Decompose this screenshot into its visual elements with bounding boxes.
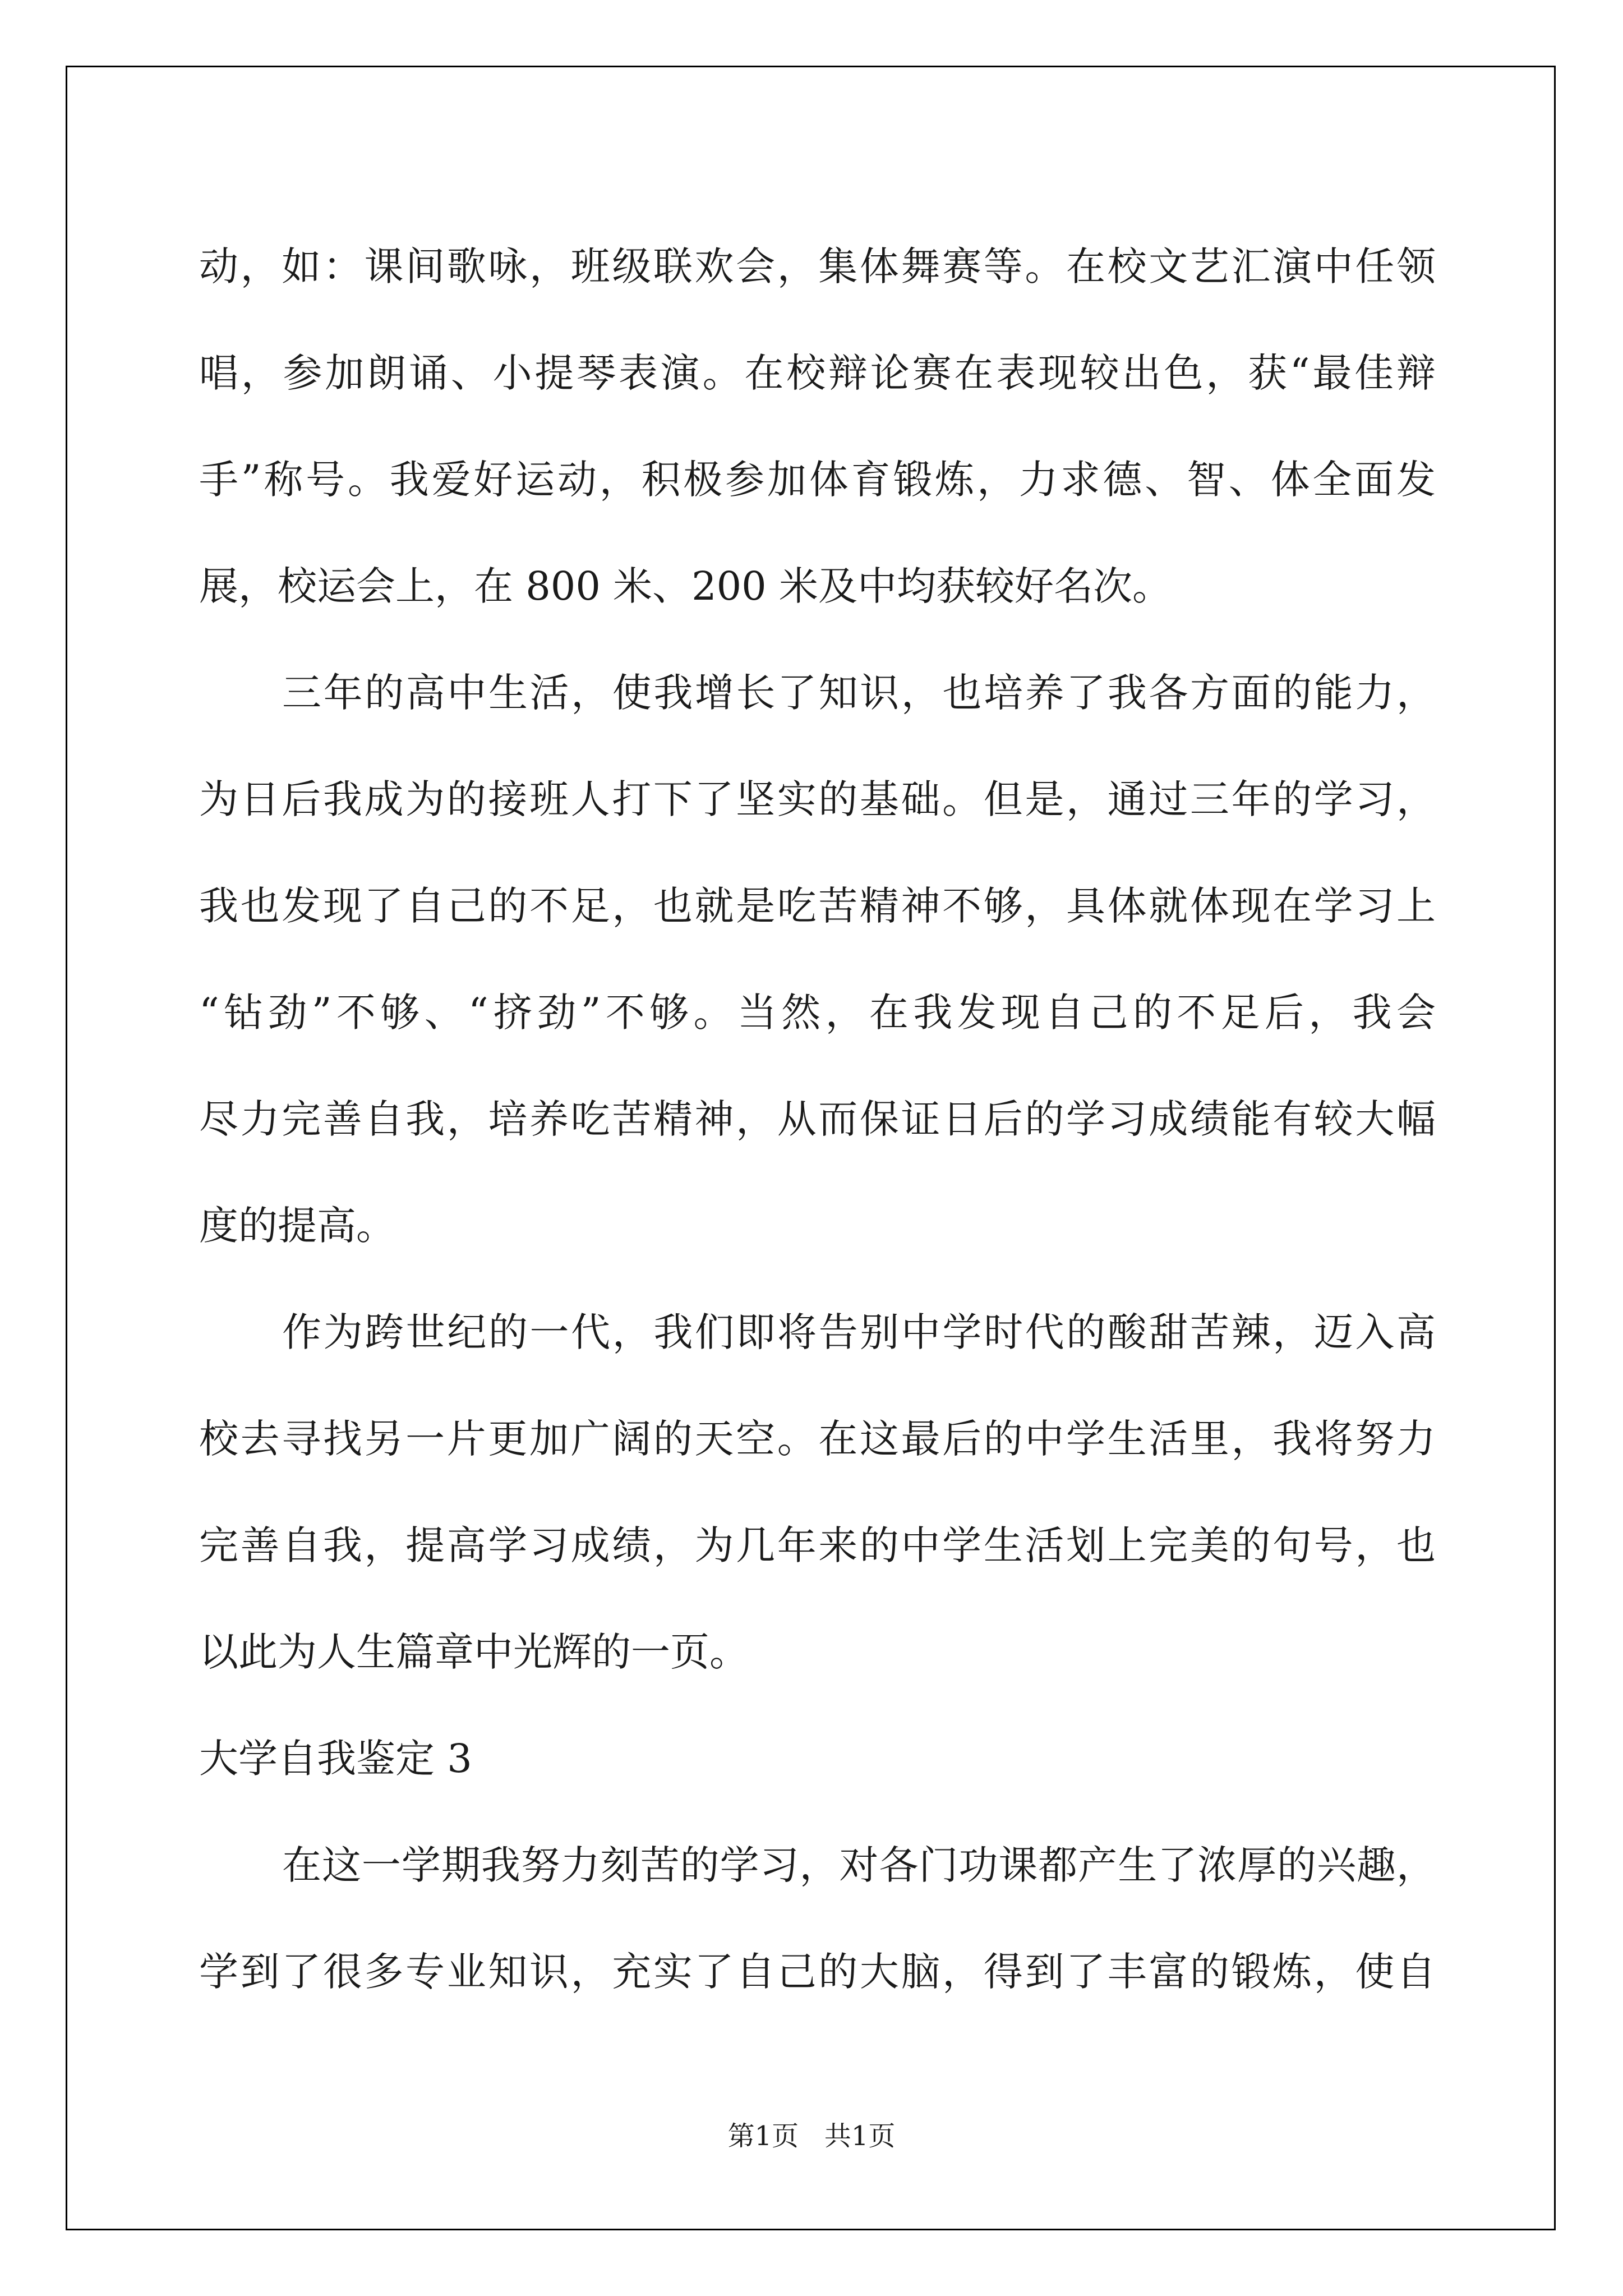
- paragraph-line: 完善自我，提高学习成绩，为几年来的中学生活划上完美的句号，也: [199, 1522, 1436, 1568]
- paragraph-line: 校去寻找另一片更加广阔的天空。在这最后的中学生活里，我将努力: [199, 1416, 1436, 1462]
- page-footer: [0, 2119, 1623, 2153]
- page-number: 第1页: [727, 2120, 799, 2152]
- paragraph-line: 为日后我成为的接班人打下了坚实的基础。但是，通过三年的学习，: [199, 776, 1436, 822]
- paragraph-line: 尽力完善自我，培养吃苦精神，从而保证日后的学习成绩能有较大幅: [199, 1096, 1436, 1142]
- paragraph-line: 学到了很多专业知识，充实了自己的大脑，得到了丰富的锻炼，使自: [199, 1949, 1436, 1995]
- paragraph-line: 唱，参加朗诵、小提琴表演。在校辩论赛在表现较出色，获“最佳辩: [199, 350, 1436, 396]
- paragraph-line: 动，如：课间歌咏，班级联欢会，集体舞赛等。在校文艺汇演中任领: [199, 243, 1436, 289]
- paragraph-line: 以此为人生篇章中光辉的一页。: [199, 1629, 749, 1675]
- paragraph-line: 在这一学期我努力刻苦的学习，对各门功课都产生了浓厚的兴趣，: [282, 1842, 1436, 1888]
- paragraph-line: 我也发现了自己的不足，也就是吃苦精神不够，具体就体现在学习上: [199, 883, 1436, 929]
- document-body: [199, 213, 1436, 2025]
- paragraph-line: 手”称号。我爱好运动，积极参加体育锻炼，力求德、智、体全面发: [199, 457, 1436, 503]
- paragraph-line: 度的提高。: [199, 1203, 395, 1249]
- paragraph-line: 作为跨世纪的一代，我们即将告别中学时代的酸甜苦辣，迈入高: [282, 1309, 1436, 1355]
- paragraph-line: 展，校运会上，在 800 米、200 米及中均获较好名次。: [199, 563, 1172, 609]
- paragraph-line: 三年的高中生活，使我增长了知识，也培养了我各方面的能力，: [282, 670, 1436, 716]
- paragraph-line: “钻劲”不够、“挤劲”不够。当然，在我发现自己的不足后，我会: [199, 990, 1436, 1036]
- page-total: 共1页: [824, 2120, 896, 2152]
- section-heading: 大学自我鉴定 3: [199, 1736, 472, 1782]
